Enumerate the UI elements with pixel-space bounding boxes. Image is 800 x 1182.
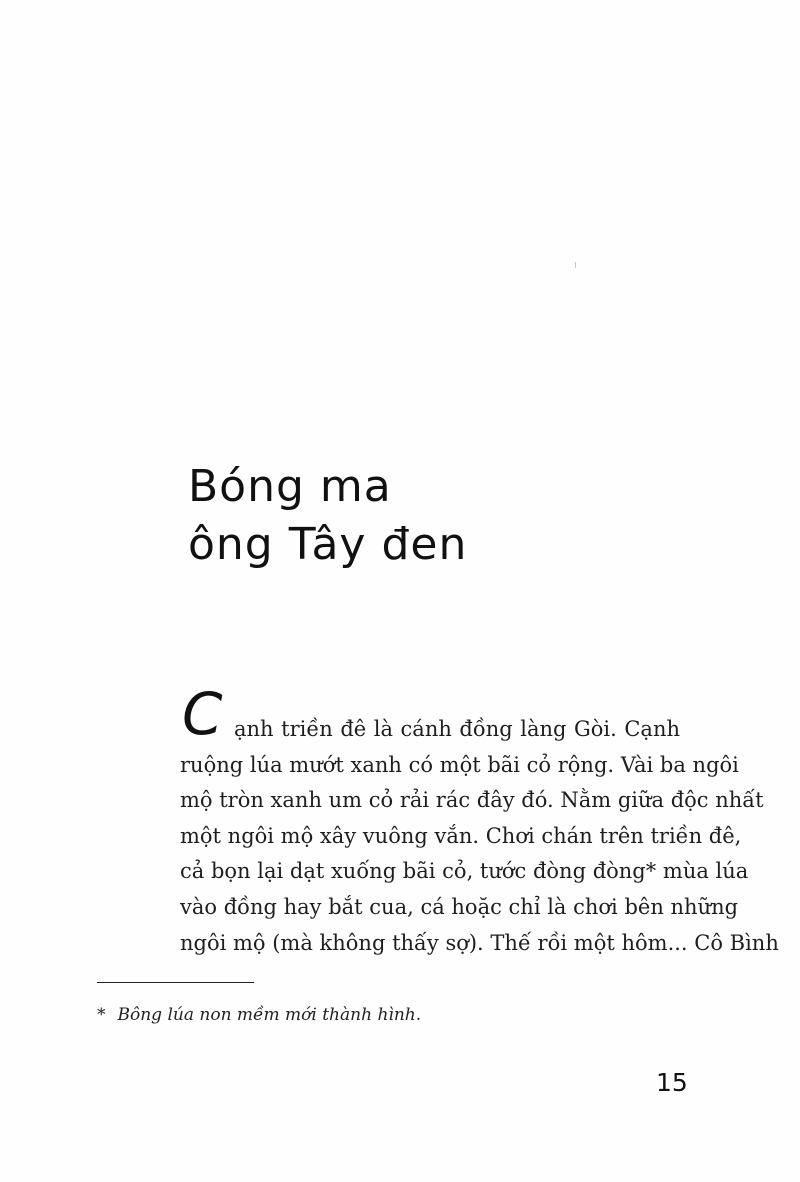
paragraph-line-3: mộ tròn xanh um cỏ rải rác đây đó. Nằm giữa độc nhất — [180, 788, 764, 813]
paragraph-line-4: một ngôi mộ xây vuông vắn. Chơi chán trên triền đê, — [180, 823, 742, 848]
body-paragraph — [180, 680, 779, 961]
footnote — [97, 1003, 421, 1027]
drop-cap: C — [182, 680, 223, 748]
footnote-marker: * — [97, 1005, 106, 1025]
paragraph-line-5: cả bọn lại dạt xuống bãi cỏ, tước đòng đòng* mùa lúa — [180, 859, 749, 884]
footnote-text: Bông lúa non mềm mới thành hình. — [117, 1005, 422, 1025]
chapter-title — [188, 458, 467, 574]
chapter-title-line-1: Bóng ma — [188, 461, 392, 512]
footnote-divider — [97, 982, 254, 983]
paragraph-line-7: ngôi mộ (mà không thấy sợ). Thế rồi một hôm... Cô Bình — [180, 930, 779, 955]
chapter-title-line-2: ông Tây đen — [188, 519, 468, 570]
paragraph-line-6: vào đồng hay bắt cua, cá hoặc chỉ là chơi bên những — [180, 894, 739, 919]
paragraph-line-1 — [180, 680, 680, 748]
paper-speck — [575, 262, 576, 268]
page-number: 15 — [656, 1068, 688, 1097]
paragraph-line-2: ruộng lúa mướt xanh có một bãi cỏ rộng. Vài ba ngôi — [180, 752, 739, 777]
paragraph-line-1-text: ạnh triền đê là cánh đồng làng Gòi. Cạnh — [234, 717, 680, 741]
